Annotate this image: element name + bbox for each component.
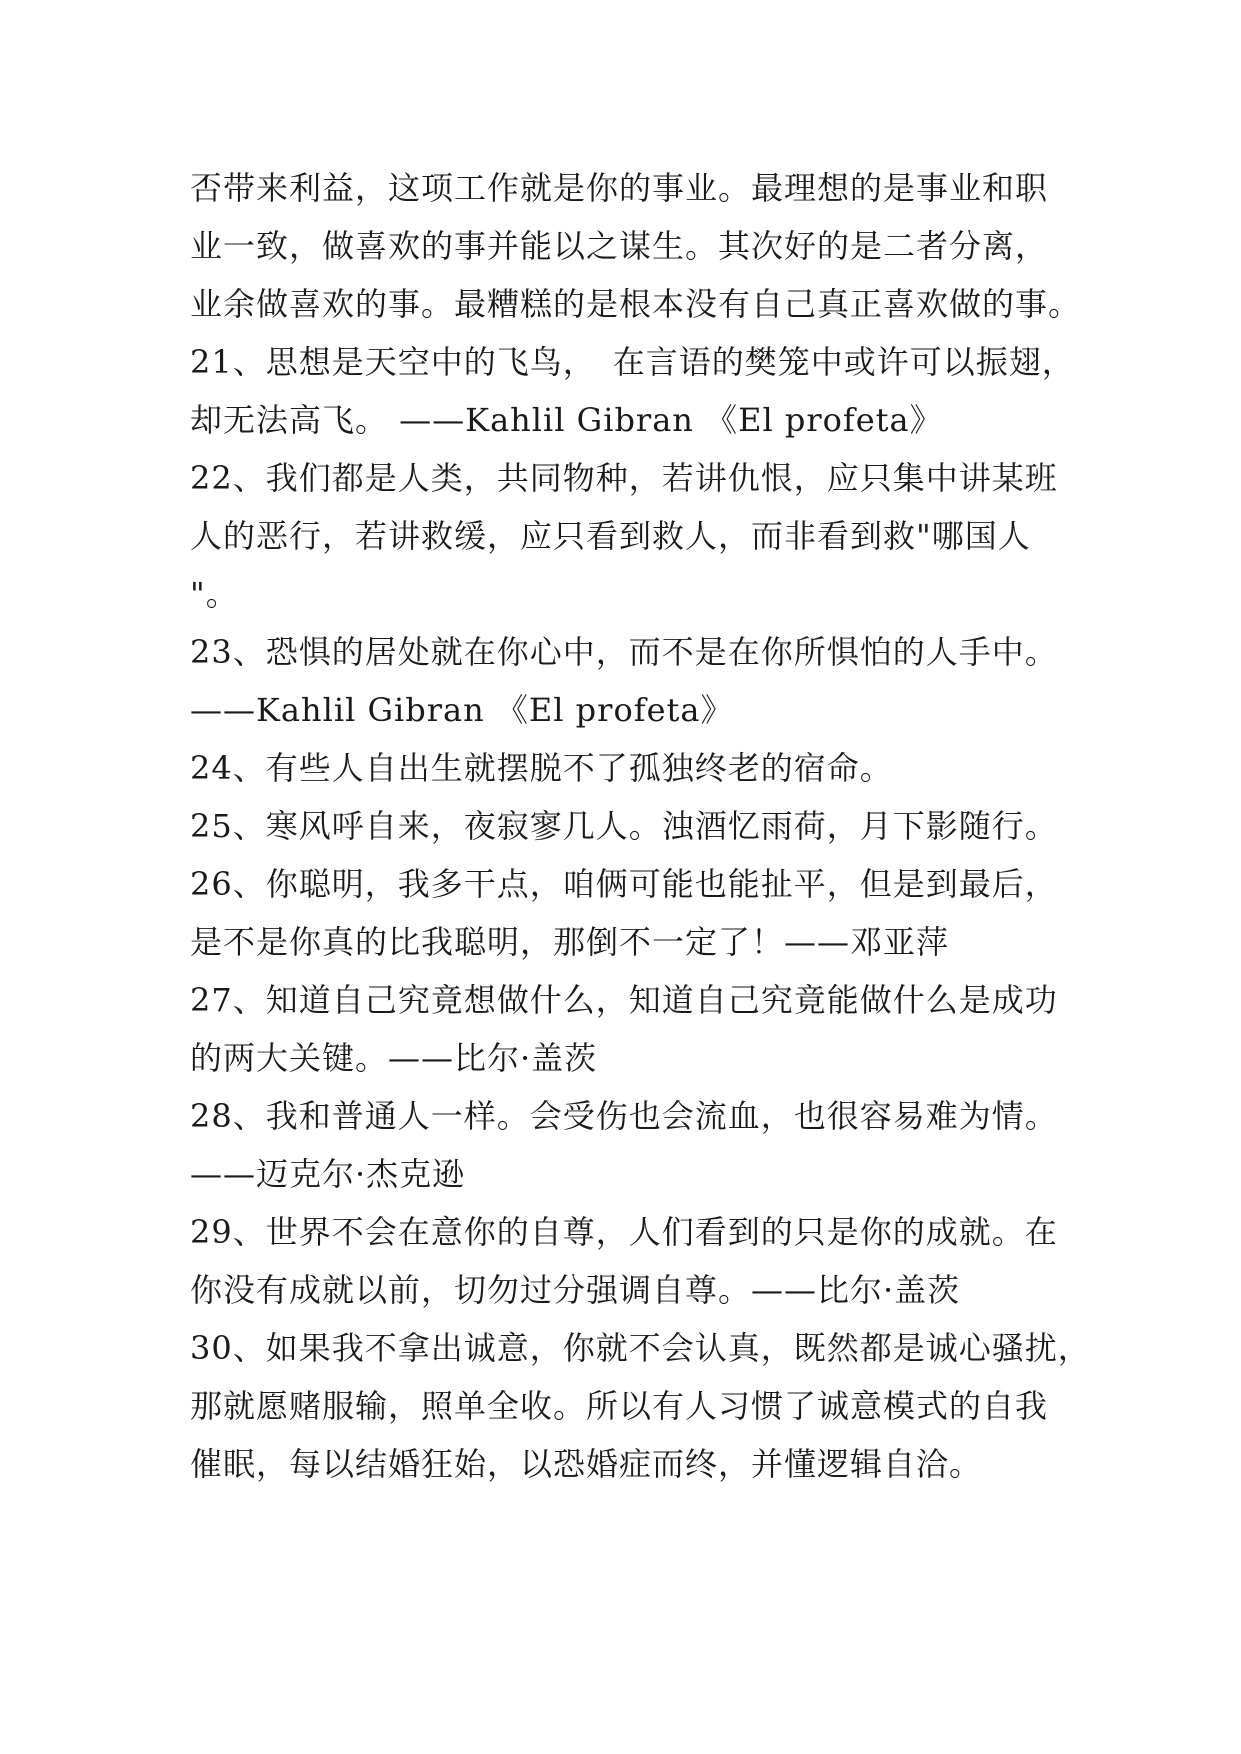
quote-30-line: 30、如果我不拿出诚意，你就不会认真，既然都是诚心骚扰， <box>190 1329 1091 1367</box>
quote-28-line: 28、我和普通人一样。会受伤也会流血，也很容易难为情。 <box>190 1097 1058 1135</box>
quote-26-line: 是不是你真的比我聪明，那倒不一定了！——邓亚萍 <box>190 923 950 961</box>
quote-28-attribution: ——迈克尔·杰克逊 <box>190 1155 466 1193</box>
quote-22-line: "。 <box>190 575 239 613</box>
quote-21-attribution: 却无法高飞。 ——Kahlil Gibran 《El profeta》 <box>190 401 943 439</box>
quote-25-line: 25、寒风呼自来，夜寂寥几人。浊酒忆雨荷，月下影随行。 <box>190 807 1058 845</box>
quote-29-line: 你没有成就以前，切勿过分强调自尊。——比尔·盖茨 <box>190 1271 961 1309</box>
quote-22-line: 人的恶行，若讲救缓，应只看到救人，而非看到救"哪国人 <box>190 517 1031 555</box>
text-line: 业余做喜欢的事。最糟糕的是根本没有自己真正喜欢做的事。 <box>190 285 1082 323</box>
quote-23-line: 23、恐惧的居处就在你心中，而不是在你所惧怕的人手中。 <box>190 633 1058 671</box>
text-line: 否带来利益，这项工作就是你的事业。最理想的是事业和职 <box>190 169 1049 207</box>
document-body <box>190 159 1090 1493</box>
quote-27-line: 27、知道自己究竟想做什么，知道自己究竟能做什么是成功 <box>190 981 1058 1019</box>
quote-22-line: 22、我们都是人类，共同物种，若讲仇恨，应只集中讲某班 <box>190 459 1058 497</box>
quote-26-line: 26、你聪明，我多干点，咱俩可能也能扯平，但是到最后， <box>190 865 1058 903</box>
quote-30-line: 催眠，每以结婚狂始，以恐婚症而终，并懂逻辑自洽。 <box>190 1445 983 1483</box>
quote-30-line: 那就愿赌服输，照单全收。所以有人习惯了诚意模式的自我 <box>190 1387 1049 1425</box>
quote-21-line: 21、思想是天空中的飞鸟， 在言语的樊笼中或许可以振翅， <box>190 343 1075 381</box>
quote-24-line: 24、有些人自出生就摆脱不了孤独终老的宿命。 <box>190 749 893 787</box>
quote-27-line: 的两大关键。——比尔·盖茨 <box>190 1039 598 1077</box>
quote-29-line: 29、世界不会在意你的自尊，人们看到的只是你的成就。在 <box>190 1213 1058 1251</box>
quote-23-attribution: ——Kahlil Gibran 《El profeta》 <box>190 691 734 729</box>
text-line: 业一致，做喜欢的事并能以之谋生。其次好的是二者分离， <box>190 227 1049 265</box>
